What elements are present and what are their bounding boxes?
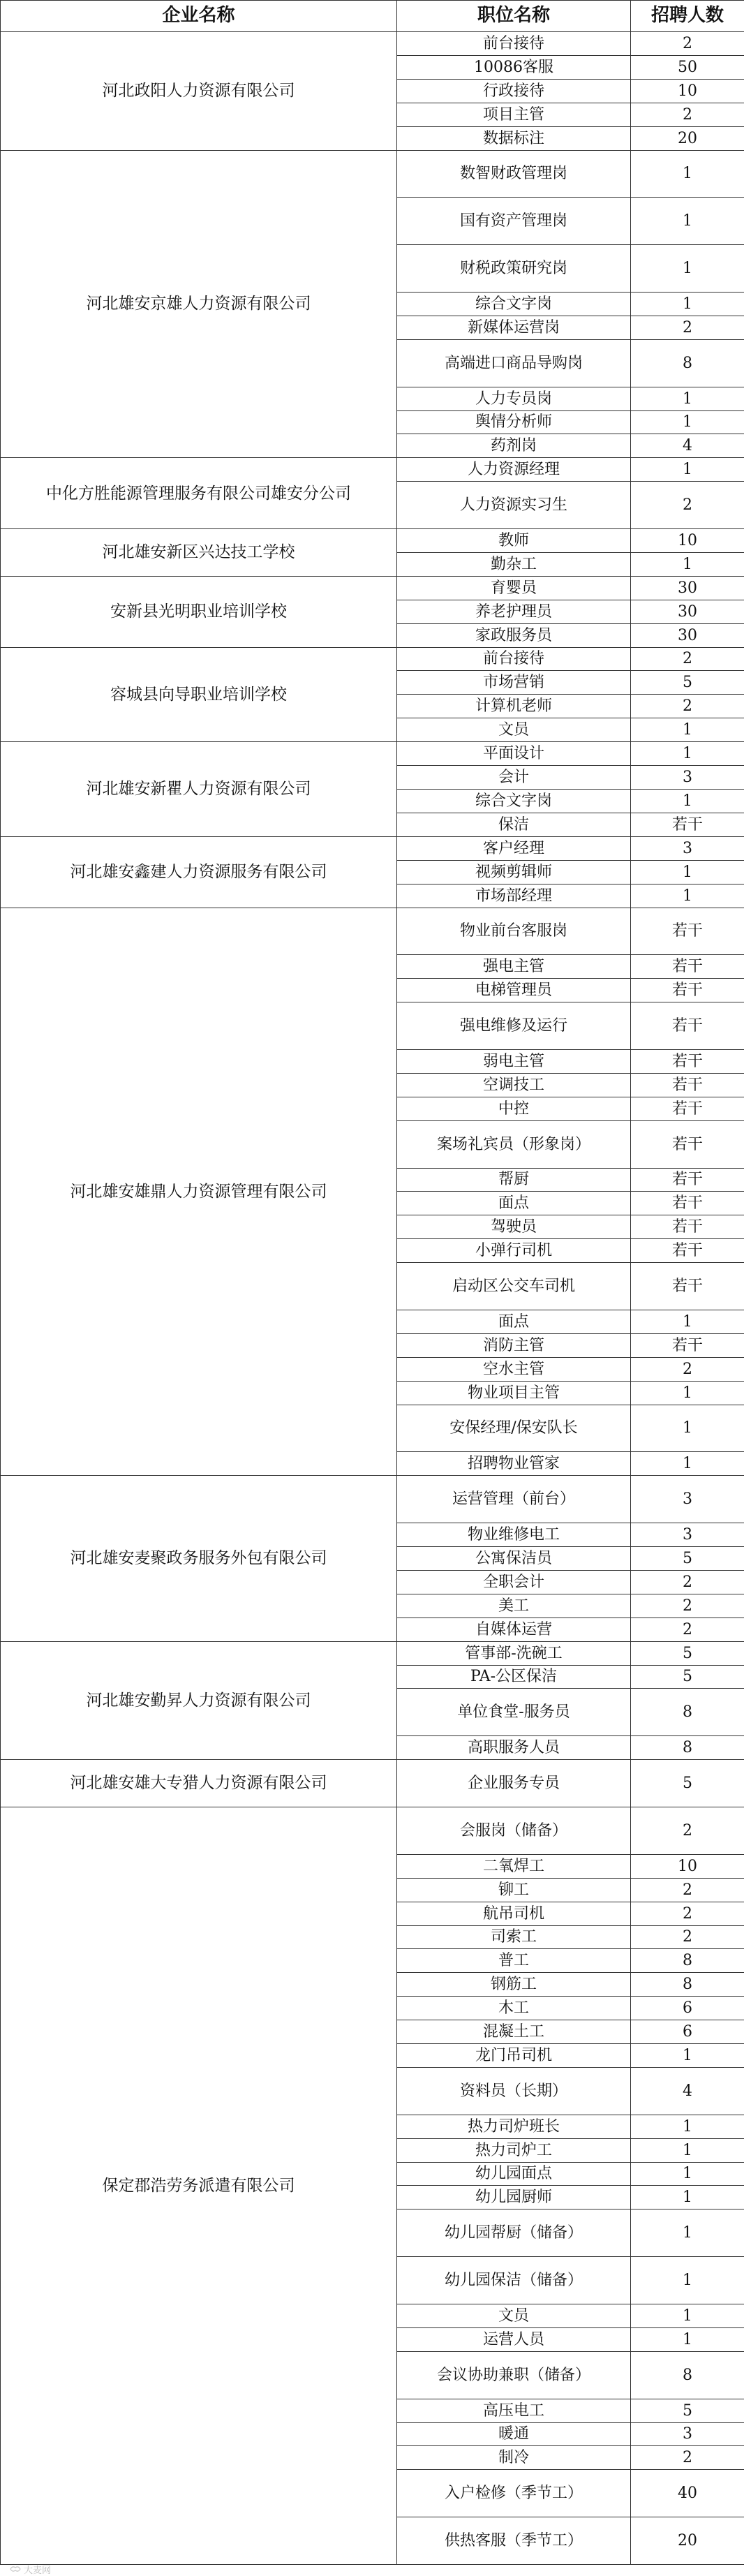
- position-name: 客户经理: [397, 836, 631, 860]
- position-name: 前台接待: [397, 647, 631, 671]
- position-name: 消防主管: [397, 1333, 631, 1357]
- position-name: 暖通: [397, 2422, 631, 2446]
- table-row: [1, 1807, 744, 1854]
- hire-count: 10: [631, 79, 744, 103]
- hire-count: 1: [631, 1310, 744, 1333]
- position-name: 入户检修（季节工）: [397, 2470, 631, 2517]
- position-name: 资料员（长期）: [397, 2067, 631, 2115]
- hire-count: 2: [631, 695, 744, 718]
- position-name: 新媒体运营岗: [397, 316, 631, 339]
- hire-count: 2: [631, 1594, 744, 1618]
- table-row: [1, 647, 744, 671]
- hire-count: 2: [631, 1807, 744, 1854]
- position-name: 单位食堂-服务员: [397, 1689, 631, 1736]
- position-name: 计算机老师: [397, 695, 631, 718]
- position-name: 高端进口商品导购岗: [397, 339, 631, 387]
- position-name: 会议协助兼职（储备）: [397, 2351, 631, 2399]
- header-count: 招聘人数: [631, 1, 744, 32]
- hire-count: 1: [631, 860, 744, 884]
- position-name: 司索工: [397, 1925, 631, 1949]
- position-name: 文员: [397, 2304, 631, 2328]
- position-name: 管事部-洗碗工: [397, 1641, 631, 1665]
- position-name: 运营人员: [397, 2327, 631, 2351]
- position-name: 驾驶员: [397, 1215, 631, 1239]
- hire-count: 2: [631, 316, 744, 339]
- hire-count: 30: [631, 576, 744, 600]
- table-row: [1, 1760, 744, 1807]
- header-position: 职位名称: [397, 1, 631, 32]
- position-name: 制冷: [397, 2446, 631, 2470]
- position-name: 养老护理员: [397, 600, 631, 623]
- watermark-text: 大麦网: [24, 2563, 51, 2576]
- hire-count: 1: [631, 458, 744, 482]
- hire-count: 若干: [631, 1073, 744, 1097]
- hire-count: 3: [631, 766, 744, 790]
- position-name: 物业维修电工: [397, 1523, 631, 1547]
- watermark-logo-icon: [10, 2565, 21, 2573]
- hire-count: 1: [631, 198, 744, 245]
- hire-count: 若干: [631, 1239, 744, 1263]
- table-row: [1, 908, 744, 955]
- position-name: 文员: [397, 718, 631, 742]
- hire-count: 1: [631, 2304, 744, 2328]
- position-name: 幼儿园面点: [397, 2162, 631, 2186]
- position-name: 人力专员岗: [397, 387, 631, 410]
- hire-count: 1: [631, 1405, 744, 1452]
- hire-count: 8: [631, 1689, 744, 1736]
- company-name: 安新县光明职业培训学校: [1, 576, 397, 647]
- company-name: 河北雄安新瞿人力资源有限公司: [1, 742, 397, 837]
- company-name: 河北雄安新区兴达技工学校: [1, 529, 397, 577]
- position-name: 药剂岗: [397, 434, 631, 458]
- hire-count: 2: [631, 1925, 744, 1949]
- position-name: 人力资源经理: [397, 458, 631, 482]
- table-row: [1, 1641, 744, 1665]
- position-name: 电梯管理员: [397, 979, 631, 1002]
- position-name: 物业项目主管: [397, 1381, 631, 1405]
- hire-count: 20: [631, 2517, 744, 2565]
- hire-count: 8: [631, 1973, 744, 1997]
- position-name: 幼儿园厨师: [397, 2186, 631, 2209]
- position-name: 幼儿园保洁（储备）: [397, 2257, 631, 2304]
- hire-count: 1: [631, 292, 744, 316]
- hire-count: 1: [631, 1452, 744, 1476]
- company-name: 河北雄安京雄人力资源有限公司: [1, 150, 397, 458]
- header-company: 企业名称: [1, 1, 397, 32]
- hire-count: 1: [631, 2115, 744, 2138]
- hire-count: 2: [631, 2446, 744, 2470]
- position-name: 面点: [397, 1310, 631, 1333]
- hire-count: 2: [631, 1357, 744, 1381]
- position-name: 铆工: [397, 1878, 631, 1902]
- position-name: 市场部经理: [397, 884, 631, 908]
- position-name: 行政接待: [397, 79, 631, 103]
- hire-count: 1: [631, 2327, 744, 2351]
- table-body: [1, 32, 744, 2565]
- position-name: 强电维修及运行: [397, 1002, 631, 1050]
- hire-count: 1: [631, 410, 744, 434]
- hire-count: 2: [631, 1902, 744, 1925]
- position-name: 航吊司机: [397, 1902, 631, 1925]
- position-name: 项目主管: [397, 103, 631, 126]
- company-name: 容城县向导职业培训学校: [1, 647, 397, 742]
- position-name: 国有资产管理岗: [397, 198, 631, 245]
- position-name: 热力司炉班长: [397, 2115, 631, 2138]
- position-name: 帮厨: [397, 1168, 631, 1192]
- table-row: [1, 576, 744, 600]
- company-name: 河北政阳人力资源有限公司: [1, 32, 397, 151]
- hire-count: 20: [631, 126, 744, 150]
- position-name: 案场礼宾员（形象岗）: [397, 1120, 631, 1168]
- hire-count: 若干: [631, 1168, 744, 1192]
- hire-count: 1: [631, 2257, 744, 2304]
- hire-count: 10: [631, 1854, 744, 1878]
- table-row: [1, 836, 744, 860]
- hire-count: 8: [631, 1736, 744, 1760]
- position-name: 人力资源实习生: [397, 482, 631, 529]
- company-name: 河北雄安麦聚政务服务外包有限公司: [1, 1476, 397, 1641]
- position-name: 勤杂工: [397, 552, 631, 576]
- position-name: 企业服务专员: [397, 1760, 631, 1807]
- hire-count: 1: [631, 742, 744, 766]
- position-name: 保洁: [397, 813, 631, 836]
- position-name: 弱电主管: [397, 1049, 631, 1073]
- hire-count: 6: [631, 2020, 744, 2044]
- position-name: 启动区公交车司机: [397, 1263, 631, 1310]
- hire-count: 40: [631, 2470, 744, 2517]
- hire-count: 1: [631, 2209, 744, 2257]
- hire-count: 5: [631, 1760, 744, 1807]
- hire-count: 若干: [631, 1215, 744, 1239]
- position-name: 自媒体运营: [397, 1618, 631, 1641]
- company-name: 河北雄安雄鼎人力资源管理有限公司: [1, 908, 397, 1476]
- position-name: 舆情分析师: [397, 410, 631, 434]
- hire-count: 若干: [631, 979, 744, 1002]
- hire-count: 2: [631, 482, 744, 529]
- table-row: [1, 742, 744, 766]
- hire-count: 1: [631, 552, 744, 576]
- hire-count: 若干: [631, 1192, 744, 1215]
- table-row: [1, 1476, 744, 1523]
- hire-count: 若干: [631, 813, 744, 836]
- hire-count: 4: [631, 2067, 744, 2115]
- hire-count: 6: [631, 1997, 744, 2020]
- hire-count: 30: [631, 600, 744, 623]
- hire-count: 8: [631, 1949, 744, 1973]
- hire-count: 若干: [631, 1002, 744, 1050]
- hire-count: 3: [631, 1476, 744, 1523]
- company-name: 中化方胜能源管理服务有限公司雄安分公司: [1, 458, 397, 529]
- hire-count: 5: [631, 2399, 744, 2422]
- position-name: 热力司炉工: [397, 2138, 631, 2162]
- header-row: [1, 1, 744, 32]
- position-name: 全职会计: [397, 1570, 631, 1594]
- position-name: 会服岗（储备）: [397, 1807, 631, 1854]
- position-name: 数据标注: [397, 126, 631, 150]
- hire-count: 3: [631, 836, 744, 860]
- company-name: 河北雄安雄大专猎人力资源有限公司: [1, 1760, 397, 1807]
- position-name: 市场营销: [397, 671, 631, 695]
- hire-count: 若干: [631, 1333, 744, 1357]
- hire-count: 若干: [631, 908, 744, 955]
- hire-count: 1: [631, 2044, 744, 2068]
- hire-count: 2: [631, 647, 744, 671]
- hire-count: 5: [631, 1641, 744, 1665]
- position-name: 二氧焊工: [397, 1854, 631, 1878]
- company-name: 河北雄安勤昇人力资源有限公司: [1, 1641, 397, 1760]
- hire-count: 1: [631, 245, 744, 293]
- hire-count: 5: [631, 671, 744, 695]
- position-name: 物业前台客服岗: [397, 908, 631, 955]
- hire-count: 1: [631, 1381, 744, 1405]
- position-name: 幼儿园帮厨（储备）: [397, 2209, 631, 2257]
- position-name: 家政服务员: [397, 623, 631, 647]
- hire-count: 若干: [631, 1097, 744, 1120]
- position-name: 财税政策研究岗: [397, 245, 631, 293]
- position-name: 美工: [397, 1594, 631, 1618]
- position-name: 公寓保洁员: [397, 1547, 631, 1571]
- position-name: 10086客服: [397, 55, 631, 79]
- position-name: 木工: [397, 1997, 631, 2020]
- position-name: 供热客服（季节工）: [397, 2517, 631, 2565]
- position-name: 育婴员: [397, 576, 631, 600]
- hire-count: 1: [631, 387, 744, 410]
- table-row: [1, 32, 744, 56]
- position-name: 面点: [397, 1192, 631, 1215]
- position-name: 招聘物业管家: [397, 1452, 631, 1476]
- hire-count: 若干: [631, 1049, 744, 1073]
- position-name: 小弹行司机: [397, 1239, 631, 1263]
- position-name: 空调技工: [397, 1073, 631, 1097]
- hire-count: 5: [631, 1665, 744, 1689]
- company-name: 保定郡浩劳务派遣有限公司: [1, 1807, 397, 2564]
- hire-count: 1: [631, 150, 744, 198]
- hire-count: 2: [631, 1570, 744, 1594]
- hire-count: 8: [631, 339, 744, 387]
- position-name: 高职服务人员: [397, 1736, 631, 1760]
- position-name: 安保经理/保安队长: [397, 1405, 631, 1452]
- position-name: 混凝土工: [397, 2020, 631, 2044]
- hire-count: 2: [631, 32, 744, 56]
- table-row: [1, 150, 744, 198]
- watermark: [10, 2563, 51, 2575]
- position-name: 高压电工: [397, 2399, 631, 2422]
- position-name: 强电主管: [397, 955, 631, 979]
- hire-count: 5: [631, 1547, 744, 1571]
- position-name: 会计: [397, 766, 631, 790]
- hire-count: 1: [631, 2162, 744, 2186]
- hire-count: 10: [631, 529, 744, 553]
- position-name: 综合文字岗: [397, 292, 631, 316]
- table-row: [1, 458, 744, 482]
- hire-count: 2: [631, 103, 744, 126]
- hire-count: 50: [631, 55, 744, 79]
- position-name: 中控: [397, 1097, 631, 1120]
- hire-count: 1: [631, 718, 744, 742]
- position-name: 视频剪辑师: [397, 860, 631, 884]
- hire-count: 3: [631, 2422, 744, 2446]
- hire-count: 8: [631, 2351, 744, 2399]
- hire-count: 若干: [631, 1263, 744, 1310]
- hire-count: 1: [631, 790, 744, 813]
- position-name: PA-公区保洁: [397, 1665, 631, 1689]
- position-name: 钢筋工: [397, 1973, 631, 1997]
- hire-count: 1: [631, 2186, 744, 2209]
- hire-count: 若干: [631, 1120, 744, 1168]
- hire-count: 2: [631, 1878, 744, 1902]
- position-name: 数智财政管理岗: [397, 150, 631, 198]
- hire-count: 3: [631, 1523, 744, 1547]
- table-row: [1, 529, 744, 553]
- position-name: 前台接待: [397, 32, 631, 56]
- hire-count: 1: [631, 884, 744, 908]
- hire-count: 2: [631, 1618, 744, 1641]
- position-name: 平面设计: [397, 742, 631, 766]
- hire-count: 若干: [631, 955, 744, 979]
- position-name: 龙门吊司机: [397, 2044, 631, 2068]
- position-name: 运营管理（前台）: [397, 1476, 631, 1523]
- position-name: 综合文字岗: [397, 790, 631, 813]
- position-name: 教师: [397, 529, 631, 553]
- company-name: 河北雄安鑫建人力资源服务有限公司: [1, 836, 397, 908]
- position-name: 普工: [397, 1949, 631, 1973]
- hire-count: 30: [631, 623, 744, 647]
- position-name: 空水主管: [397, 1357, 631, 1381]
- hire-count: 1: [631, 2138, 744, 2162]
- hire-count: 4: [631, 434, 744, 458]
